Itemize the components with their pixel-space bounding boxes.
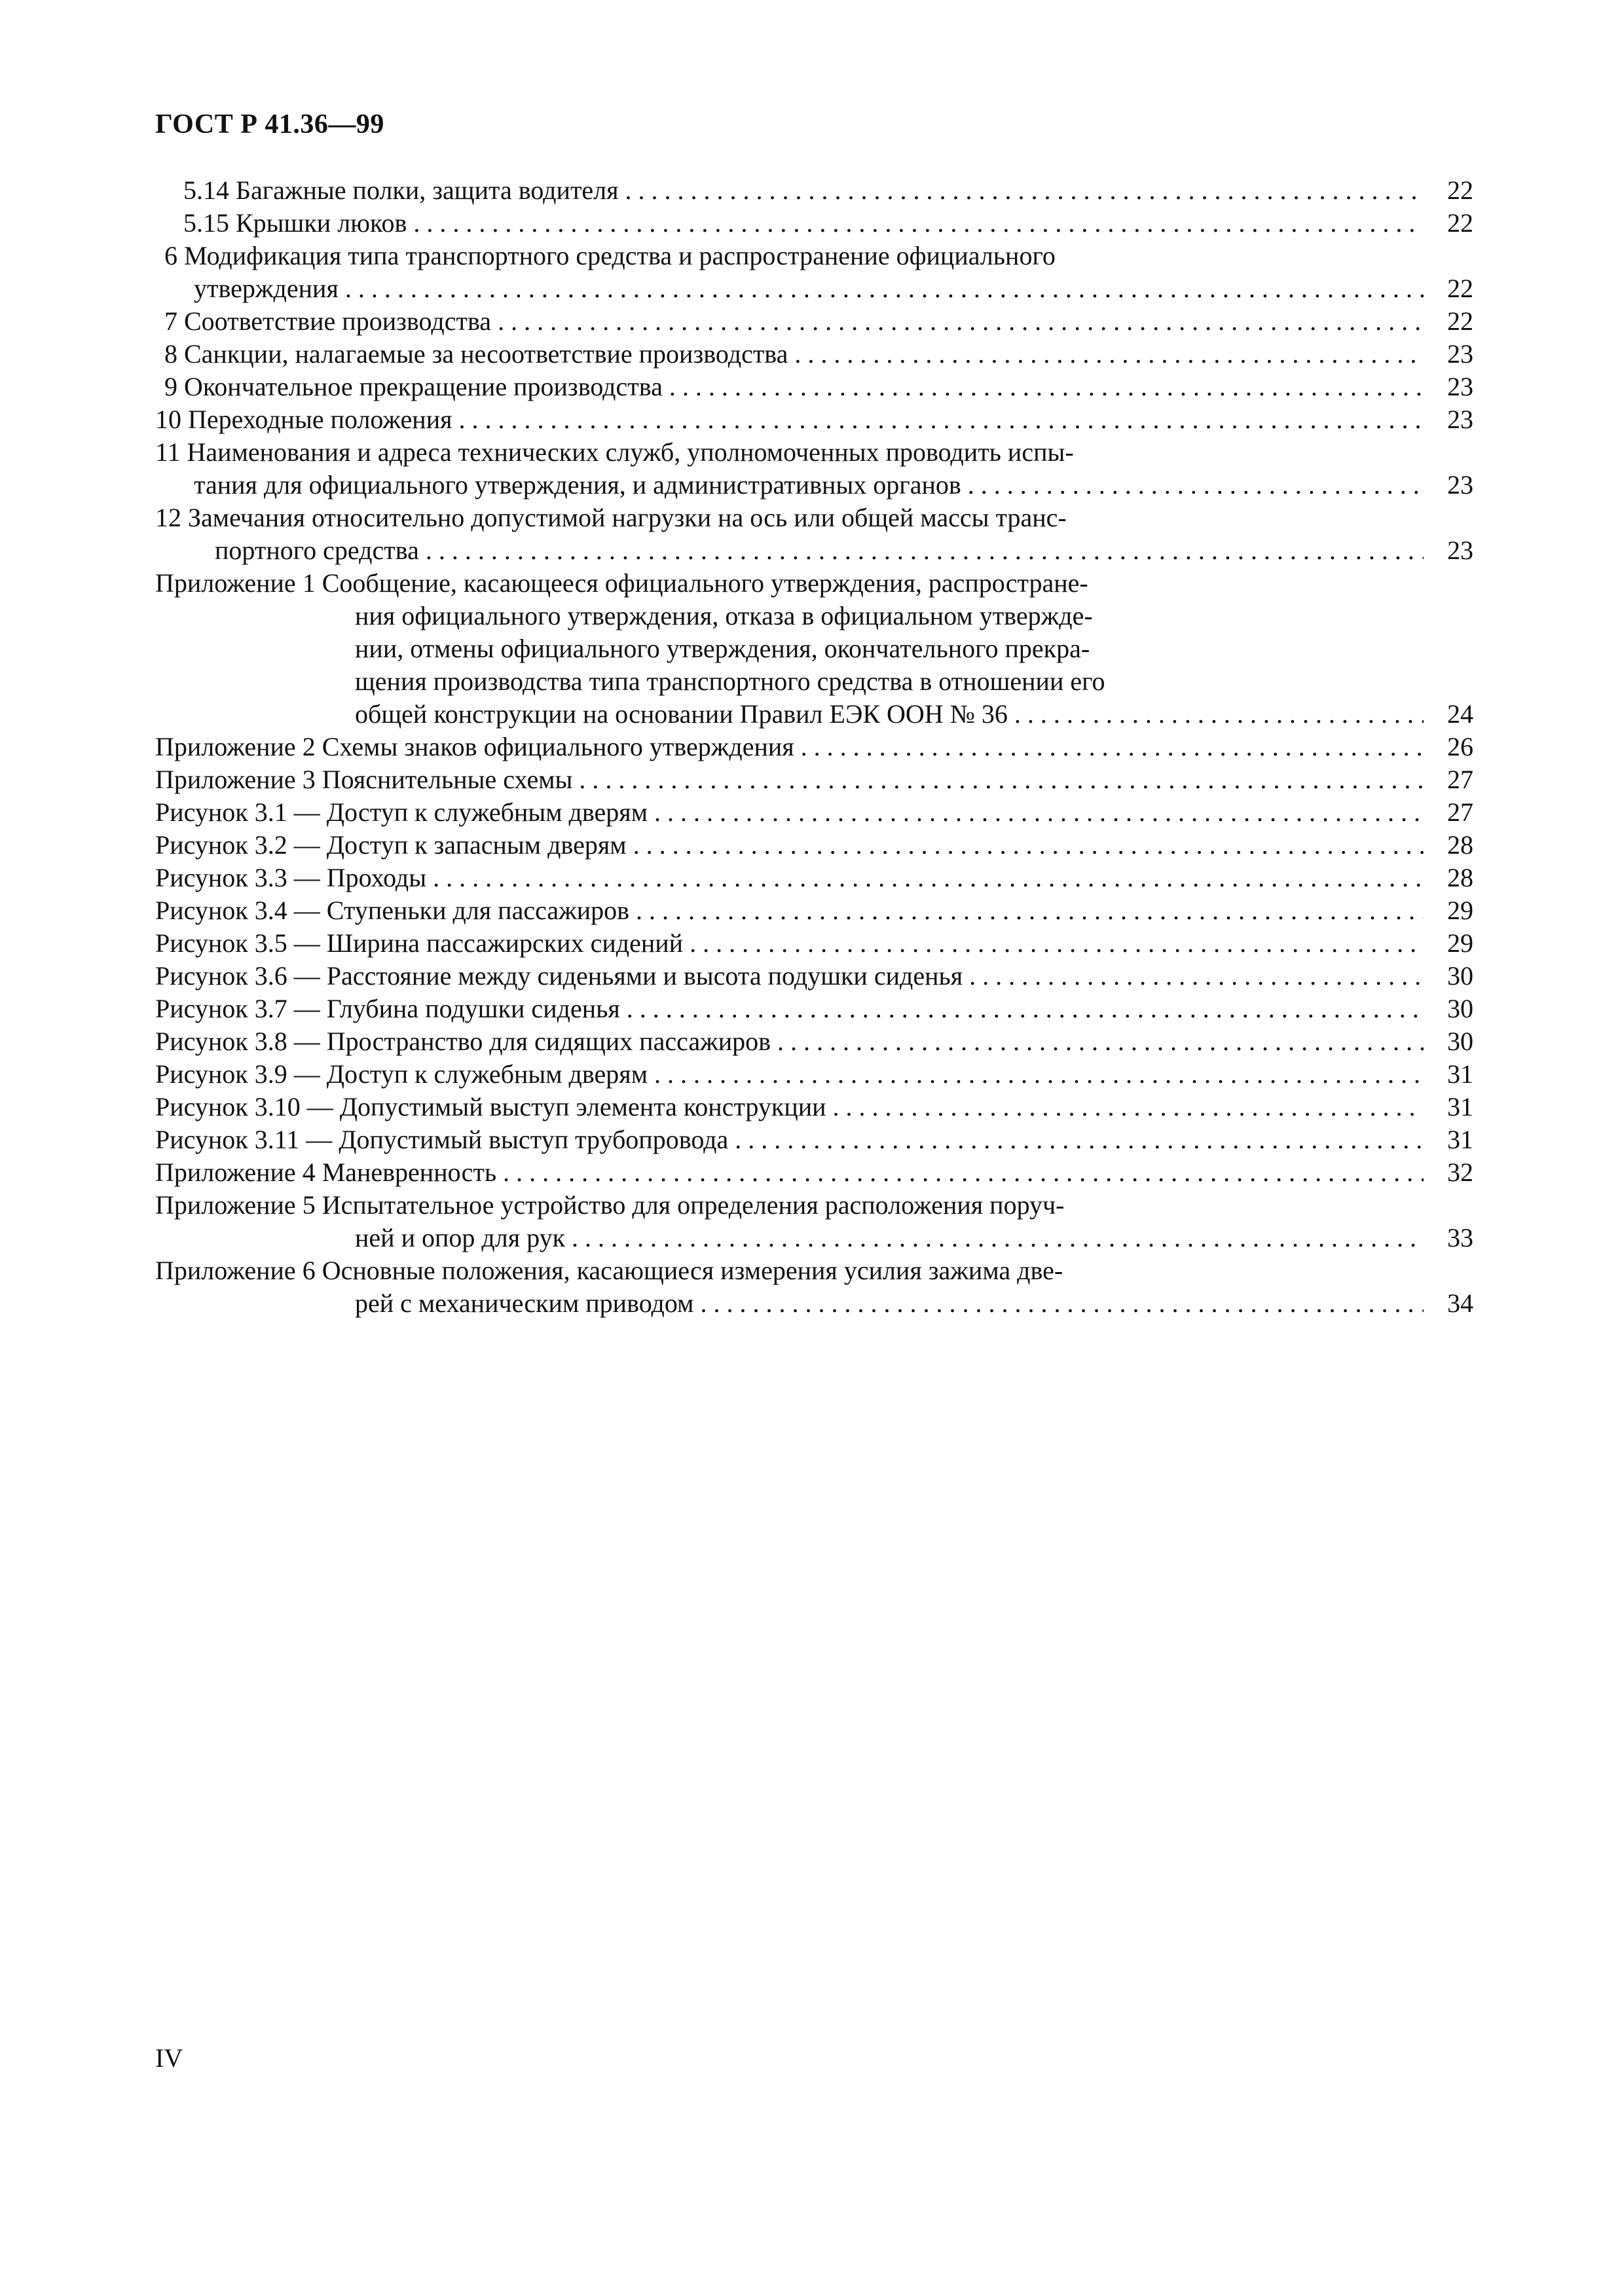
table-of-contents xyxy=(155,174,1473,1320)
toc-entry xyxy=(155,272,1473,305)
toc-entry-page: 30 xyxy=(1424,960,1473,993)
toc-entry-text: Рисунок 3.7 — Глубина подушки сиденья . . . xyxy=(155,993,1424,1025)
toc-entry-text: Приложение 5 Испытательное устройство для определения расположения поруч- xyxy=(155,1190,1065,1220)
toc-entry-line xyxy=(155,240,1473,272)
toc-entry xyxy=(155,1123,1473,1156)
toc-entry-page: 27 xyxy=(1424,796,1473,829)
toc-entry-text: Рисунок 3.9 — Доступ к служебным дверям . . . xyxy=(155,1058,1424,1091)
toc-entry xyxy=(155,796,1473,829)
toc-entry xyxy=(155,305,1473,338)
toc-entry-page: 23 xyxy=(1424,338,1473,371)
toc-entry-page: 34 xyxy=(1424,1287,1473,1320)
toc-entry xyxy=(155,1156,1473,1189)
toc-entry-line xyxy=(155,567,1473,600)
toc-entry-page: 22 xyxy=(1424,305,1473,338)
toc-entry xyxy=(155,371,1473,403)
toc-entry-text: 12 Замечания относительно допустимой нагрузки на ось или общей массы транс- xyxy=(155,503,1067,532)
toc-entry-text: Приложение 3 Пояснительные схемы . . . xyxy=(155,763,1424,796)
toc-entry-text: тания для официального утверждения, и административных органов . . . xyxy=(194,469,1424,501)
toc-entry-page: 30 xyxy=(1424,1025,1473,1058)
toc-entry-page: 31 xyxy=(1424,1123,1473,1156)
toc-entry-page: 30 xyxy=(1424,993,1473,1025)
toc-entry-text: Рисунок 3.8 — Пространство для сидящих пассажиров . . . xyxy=(155,1025,1424,1058)
toc-entry-text: 5.14 Багажные полки, защита водителя . . . xyxy=(183,174,1424,207)
toc-entry xyxy=(155,894,1473,927)
toc-entry xyxy=(155,174,1473,207)
toc-entry xyxy=(155,698,1473,731)
toc-entry xyxy=(155,829,1473,862)
toc-entry-page: 23 xyxy=(1424,371,1473,403)
toc-entry-text: Приложение 4 Маневренность . . . xyxy=(155,1156,1424,1189)
toc-entry-text: Рисунок 3.11 — Допустимый выступ трубопровода . . . xyxy=(155,1123,1424,1156)
toc-entry-text: Рисунок 3.3 — Проходы . . . xyxy=(155,862,1424,894)
toc-entry-page: 33 xyxy=(1424,1222,1473,1254)
toc-entry-text: ней и опор для рук . . . xyxy=(355,1222,1424,1254)
toc-entry-text: нии, отмены официального утверждения, окончательного прекра- xyxy=(355,634,1090,663)
toc-entry-text: Рисунок 3.10 — Допустимый выступ элемента конструкции . . . xyxy=(155,1091,1424,1123)
toc-entry-page: 22 xyxy=(1424,272,1473,305)
toc-entry-line xyxy=(155,1254,1473,1287)
toc-entry-page: 29 xyxy=(1424,927,1473,960)
toc-entry xyxy=(155,1025,1473,1058)
toc-entry xyxy=(155,469,1473,501)
toc-entry-text: 7 Соответствие производства . . . xyxy=(164,305,1424,338)
toc-entry-line xyxy=(155,600,1473,632)
toc-entry xyxy=(155,960,1473,993)
toc-entry-page: 31 xyxy=(1424,1091,1473,1123)
toc-entry xyxy=(155,207,1473,240)
toc-entry-text: утверждения . . . xyxy=(194,272,1424,305)
toc-entry xyxy=(155,534,1473,567)
toc-entry-line xyxy=(155,436,1473,469)
toc-entry-text: Приложение 6 Основные положения, касающиеся измерения усилия зажима две- xyxy=(155,1256,1063,1285)
toc-entry-line xyxy=(155,1189,1473,1222)
toc-entry-text: Рисунок 3.4 — Ступеньки для пассажиров . . . xyxy=(155,894,1424,927)
toc-entry xyxy=(155,731,1473,763)
toc-entry-text: 6 Модификация типа транспортного средства и распространение официального xyxy=(164,241,1056,270)
toc-entry-page: 28 xyxy=(1424,829,1473,862)
toc-entry-page: 22 xyxy=(1424,207,1473,240)
toc-entry-text: щения производства типа транспортного средства в отношении его xyxy=(355,666,1105,696)
document-header-title: ГОСТ Р 41.36—99 xyxy=(155,109,384,139)
toc-entry-page: 23 xyxy=(1424,469,1473,501)
toc-entry xyxy=(155,763,1473,796)
toc-entry-page: 31 xyxy=(1424,1058,1473,1091)
toc-entry xyxy=(155,862,1473,894)
toc-entry-text: Приложение 2 Схемы знаков официального утверждения . . . xyxy=(155,731,1424,763)
toc-entry-text: Рисунок 3.6 — Расстояние между сиденьями и высота подушки сиденья . . . xyxy=(155,960,1424,993)
toc-entry-page: 28 xyxy=(1424,862,1473,894)
toc-entry-text: 10 Переходные положения . . . xyxy=(155,403,1424,436)
toc-entry xyxy=(155,1058,1473,1091)
toc-entry-text: 9 Окончательное прекращение производства . . . xyxy=(164,371,1424,403)
toc-entry-page: 22 xyxy=(1424,174,1473,207)
toc-entry-page: 23 xyxy=(1424,534,1473,567)
toc-entry-page: 29 xyxy=(1424,894,1473,927)
footer-page-number: IV xyxy=(155,2043,183,2073)
toc-entry xyxy=(155,1287,1473,1320)
toc-entry-text: 11 Наименования и адреса технических служб, уполномоченных проводить испы- xyxy=(155,437,1074,467)
toc-entry xyxy=(155,1222,1473,1254)
toc-entry xyxy=(155,403,1473,436)
toc-entry-line xyxy=(155,501,1473,534)
toc-entry-text: 8 Санкции, налагаемые за несоответствие производства . . . xyxy=(164,338,1424,371)
toc-entry-page: 26 xyxy=(1424,731,1473,763)
toc-entry-text: общей конструкции на основании Правил ЕЭК ООН № 36 . . . xyxy=(355,698,1424,731)
toc-entry-text: портного средства . . . xyxy=(215,534,1424,567)
toc-entry xyxy=(155,993,1473,1025)
toc-entry xyxy=(155,338,1473,371)
toc-entry-page: 23 xyxy=(1424,403,1473,436)
toc-entry-text: Приложение 1 Сообщение, касающееся официального утверждения, распростране- xyxy=(155,568,1088,598)
toc-entry-page: 24 xyxy=(1424,698,1473,731)
toc-entry xyxy=(155,927,1473,960)
toc-entry-text: рей с механическим приводом . . . xyxy=(355,1287,1424,1320)
toc-entry-line xyxy=(155,632,1473,665)
toc-entry-page: 27 xyxy=(1424,763,1473,796)
toc-entry-text: Рисунок 3.5 — Ширина пассажирских сидений . . . xyxy=(155,927,1424,960)
toc-entry-line xyxy=(155,665,1473,698)
toc-entry-text: Рисунок 3.1 — Доступ к служебным дверям . . . xyxy=(155,796,1424,829)
toc-entry-page: 32 xyxy=(1424,1156,1473,1189)
toc-entry-text: Рисунок 3.2 — Доступ к запасным дверям . . . xyxy=(155,829,1424,862)
toc-entry xyxy=(155,1091,1473,1123)
toc-entry-text: 5.15 Крышки люков . . . xyxy=(183,207,1424,240)
toc-entry-text: ния официального утверждения, отказа в официальном утвержде- xyxy=(355,601,1093,630)
